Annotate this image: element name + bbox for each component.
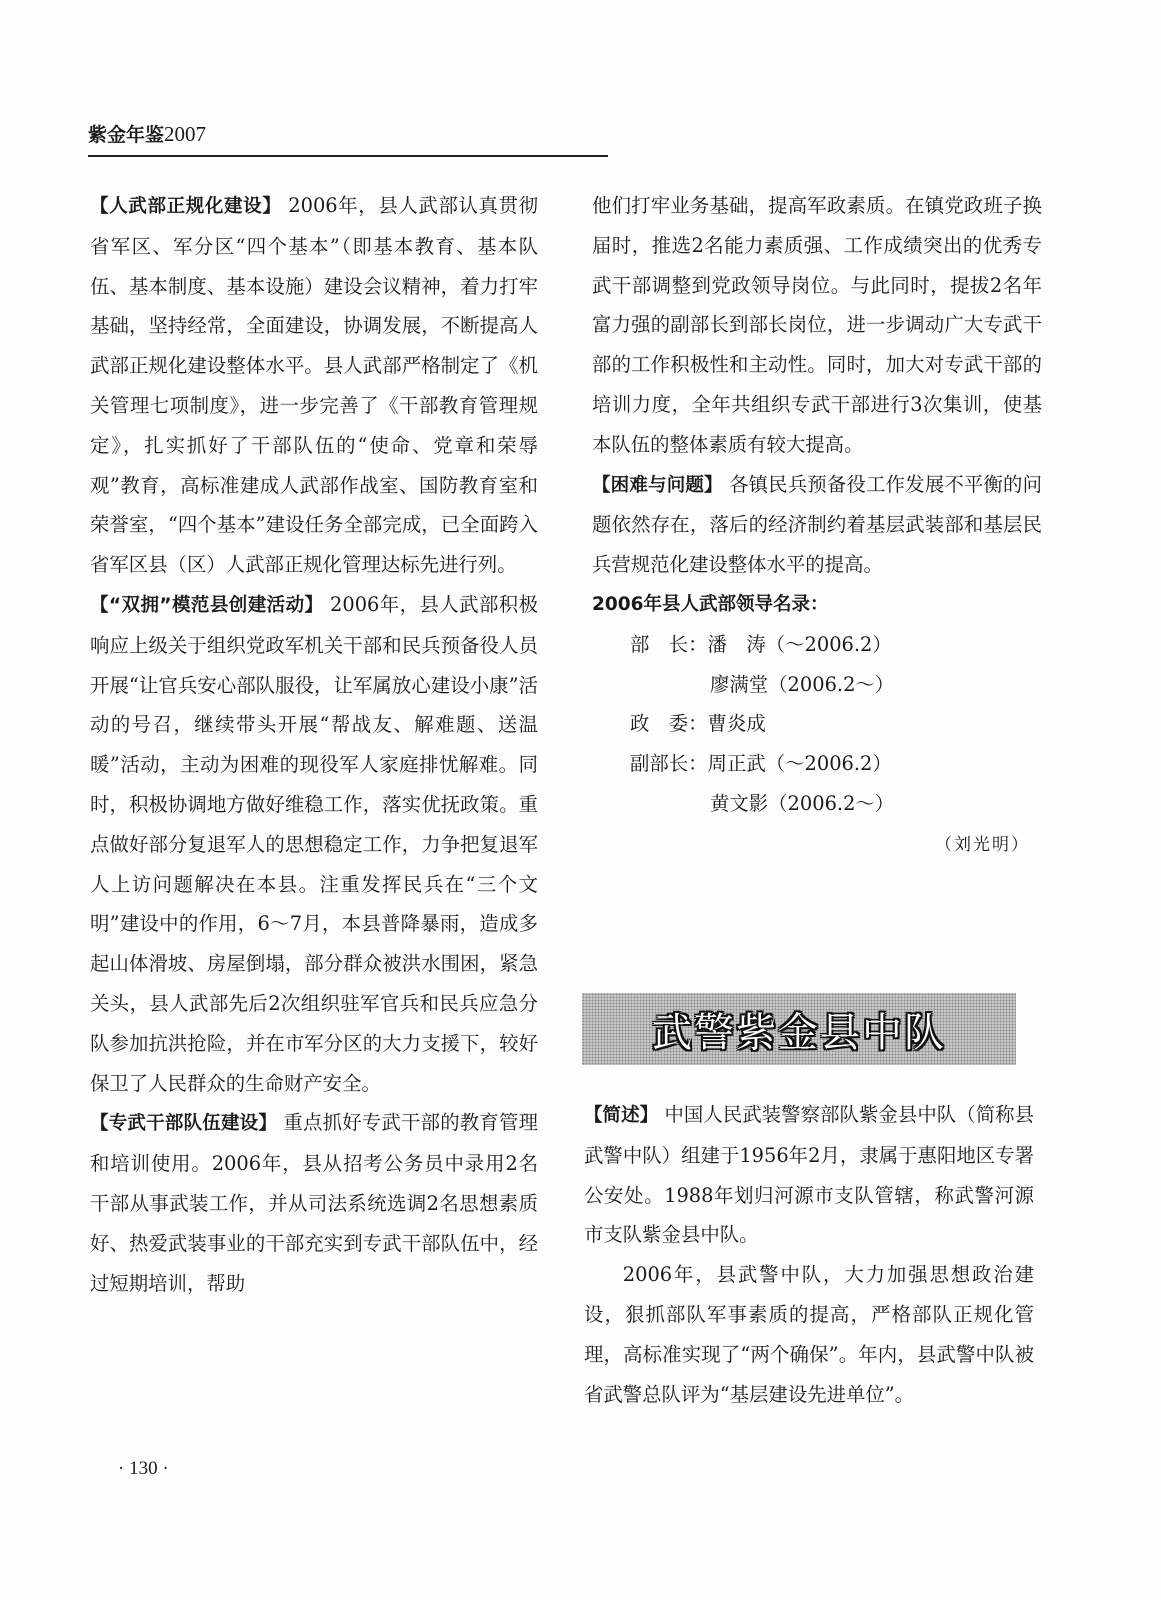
section-paragraph (90, 585, 538, 1103)
section-paragraph (584, 1095, 1034, 1255)
section-paragraph (90, 186, 538, 585)
section-body: 各镇民兵预备役工作发展不平衡的问题依然存在，落后的经济制约着基层武装部和基层民兵营规范化建设整体水平的提高。 (592, 472, 1042, 577)
header-book-title: 紫金年鉴 (88, 124, 165, 146)
section-banner (582, 993, 1016, 1065)
leader-row: 副部长：周正武（～2006.2） (630, 752, 892, 776)
page-number: · 130 · (118, 1458, 169, 1479)
header-year: 2007 (164, 122, 207, 146)
leader-row: 黄文影（2006.2～） (710, 791, 895, 815)
leader-row: 政 委：曹炎成 (630, 712, 766, 736)
section-paragraph (90, 1103, 538, 1303)
section-heading: 【人武部正规化建设】 (90, 196, 282, 217)
leader-row: 廖满堂（2006.2～） (710, 672, 895, 696)
leader-list-title: 2006年县人武部领导名录： (592, 593, 829, 615)
section-body: 2006年，县人武部认真贯彻省军区、军分区“四个基本”（即基本教育、基本队伍、基本制度、基本设施）建设会议精神，着力打牢基础，坚持经常，全面建设，协调发展，不断提高人武部正规化建设整体水平。县人武部严格制定了《机关管理七项制度》，进一步完善了《干部教育管理规定》，扎实抓好了干部队伍的“使命、党章和荣辱观”教育，高标准建成人武部作战室、国防教育室和荣誉室，“四个基本”建设任务全部完成，已全面跨入省军区县（区）人武部正规化管理达标先进行列。 (90, 194, 538, 577)
body-paragraph: 2006年，县武警中队，大力加强思想政治建设，狠抓部队军事素质的提高，严格部队正规化管理，高标准实现了“两个确保”。年内，县武警中队被省武警总队评为“基层建设先进单位”。 (584, 1263, 1034, 1406)
section-heading: 【“双拥”模范县创建活动】 (90, 594, 324, 616)
right-column (592, 186, 1042, 866)
leader-row: 部 长：潘 涛（～2006.2） (630, 632, 892, 656)
running-header (88, 120, 608, 157)
section-heading: 【专武干部队伍建设】 (90, 1113, 278, 1135)
banner-title: 武警紫金县中队 (652, 1009, 946, 1056)
section-body: 中国人民武装警察部队紫金县中队（简称县武警中队）组建于1956年2月，隶属于惠阳地区专署公安处。1988年划归河源市支队管辖，称武警河源市支队紫金县中队。 (584, 1103, 1034, 1247)
section-heading: 【简述】 (584, 1105, 659, 1126)
author-credit: （刘光明） (935, 834, 1030, 855)
continued-paragraph: 他们打牢业务基础，提高军政素质。在镇党政班子换届时，推选2名能力素质强、工作成绩突出的优秀专武干部调整到党政领导岗位。与此同时，提拔2名年富力强的副部长到部长岗位，进一步调动广大专武干部的工作积极性和主动性。同时，加大对专武干部的培训力度，全年共组织专武干部进行3次集训，使基本队伍的整体素质有较大提高。 (592, 194, 1042, 456)
section-body: 2006年，县人武部积极响应上级关于组织党政军机关干部和民兵预备役人员开展“让官兵安心部队服役，让军属放心建设小康”活动的号召，继续带头开展“帮战友、解难题、送温暖”活动，主动为困难的现役军人家庭排忧解难。同时，积极协调地方做好维稳工作，落实优抚政策。重点做好部分复退军人的思想稳定工作，力争把复退军人上访问题解决在本县。注重发挥民兵在“三个文明”建设中的作用，6～7月，本县普降暴雨，造成多起山体滑坡、房屋倒塌，部分群众被洪水围困，紧急关头，县人武部先后2次组织驻军官兵和民兵应急分队参加抗洪抢险，并在市军分区的大力支援下，较好保卫了人民群众的生命财产安全。 (90, 592, 538, 1095)
left-column (90, 186, 538, 1303)
section-heading: 【困难与问题】 (592, 474, 723, 496)
right-column-lower (584, 1095, 1034, 1414)
section-body: 重点抓好专武干部的教育管理和培训使用。2006年，县从招考公务员中录用2名干部从事武装工作，并从司法系统选调2名思想素质好、热爱武装事业的干部充实到专武干部队伍中，经过短期培训，帮助 (90, 1111, 538, 1295)
section-paragraph (592, 465, 1042, 585)
